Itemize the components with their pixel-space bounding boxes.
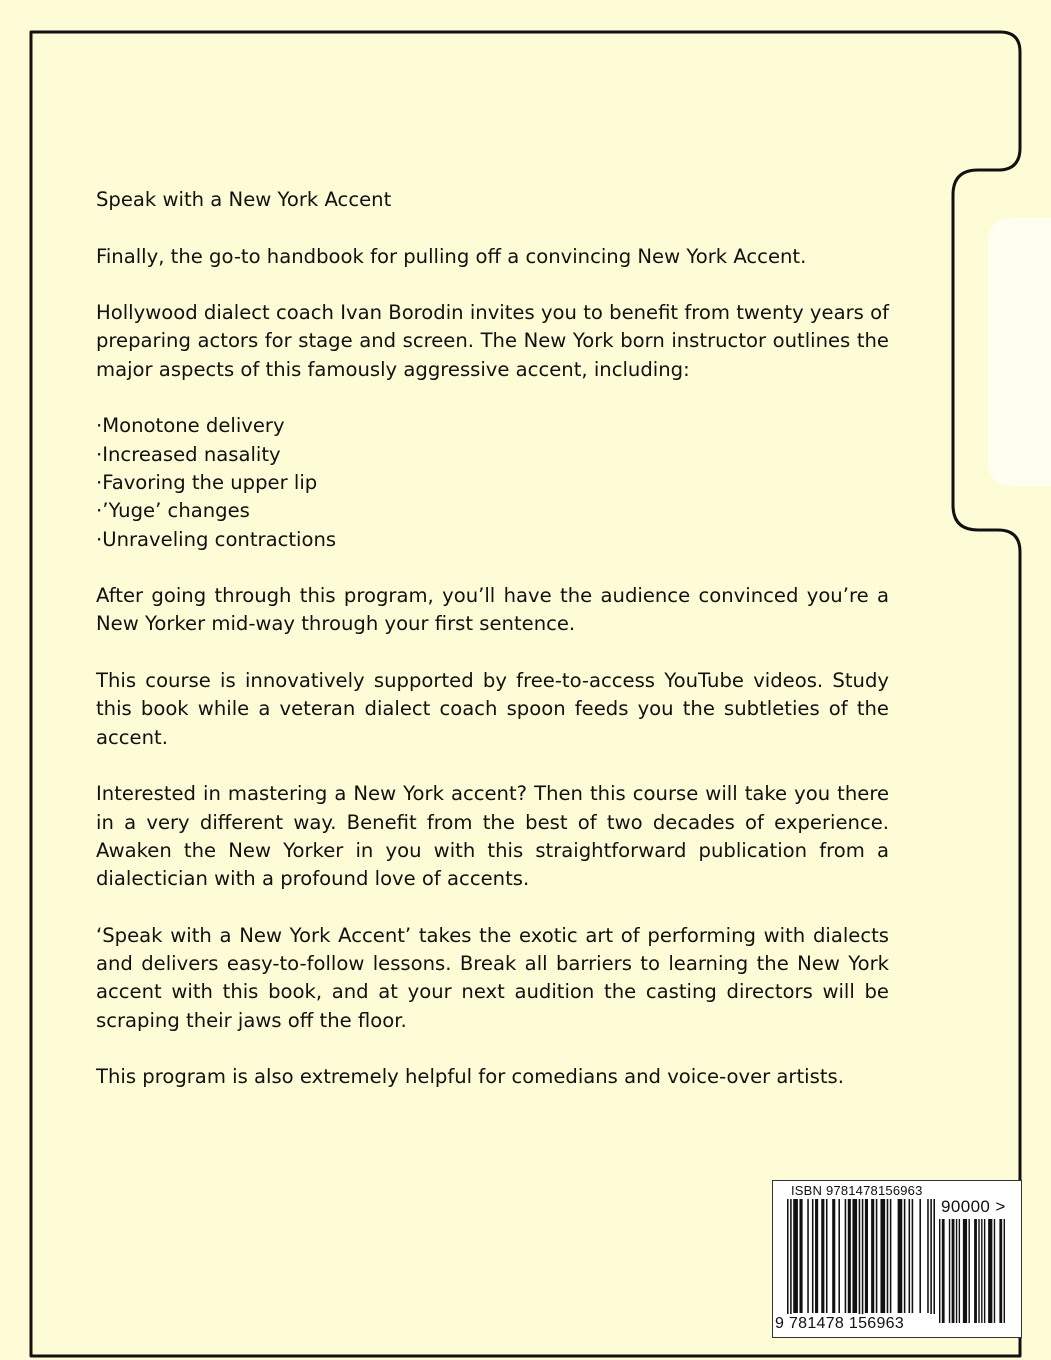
paragraph-comedians: This program is also extremely helpful for comedians and voice-over artists.	[96, 1065, 844, 1089]
barcode-bar	[826, 1199, 828, 1313]
barcode-bar	[871, 1199, 874, 1313]
isbn-barcode	[772, 1180, 1022, 1338]
barcode-bar	[959, 1219, 960, 1323]
barcode-bar	[1004, 1219, 1005, 1323]
barcode-bar	[927, 1199, 929, 1313]
barcode-bar	[949, 1219, 950, 1323]
barcode-bar	[974, 1219, 977, 1323]
barcode-bar	[799, 1199, 802, 1313]
feature-item: ·Increased nasality	[96, 442, 281, 466]
barcode-bar	[793, 1199, 798, 1313]
tagline: Finally, the go-to handbook for pulling off a convincing New York Accent.	[96, 244, 807, 268]
barcode-bar	[862, 1199, 864, 1323]
paragraph-outcome: After going through this program, you’ll have the audience convinced you’re a New Yorker mid-way through your first sentence.	[96, 584, 889, 636]
barcode-bar	[956, 1219, 957, 1323]
barcode-bar	[848, 1199, 851, 1313]
feature-item: ·Unraveling contractions	[96, 527, 337, 551]
book-title: Speak with a New York Accent	[96, 188, 392, 211]
barcode-bar	[942, 1219, 945, 1323]
barcode-bar	[859, 1199, 861, 1323]
barcode-bar	[912, 1199, 914, 1313]
barcode-bar	[807, 1199, 809, 1313]
barcode-bar	[968, 1219, 969, 1323]
barcode-bar	[887, 1199, 889, 1313]
barcode-bar	[815, 1199, 818, 1313]
barcode-bar	[845, 1199, 847, 1313]
barcode-bar	[978, 1219, 979, 1323]
barcode-bar	[787, 1199, 789, 1323]
barcode-bar	[898, 1199, 903, 1313]
feature-item: ·Favoring the upper lip	[96, 470, 318, 494]
price-addon: 90000 >	[941, 1197, 1006, 1216]
barcode-bar	[919, 1199, 921, 1313]
paragraph-mastering: Interested in mastering a New York accent? Then this course will take you there in a very different way. Benefit from the best of two decades of experience. Awaken the New Yorker in you with this straightforward publication from a dialectician with a profound love of accents.	[96, 782, 889, 891]
barcode-addon-bars	[939, 1219, 1011, 1323]
barcode-bar	[832, 1199, 835, 1313]
barcode-bar	[904, 1199, 906, 1313]
paragraph-lessons: ‘Speak with a New York Accent’ takes the exotic art of performing with dialects and delivers easy-to-follow lessons. Break all barriers to learning the New York accent with this book, and at your next audition the casting directors will be scraping their jaws off the floor.	[96, 923, 889, 1032]
barcode-bar	[999, 1219, 1002, 1323]
barcode-bar	[933, 1199, 935, 1323]
isbn-label: ISBN 9781478156963	[791, 1183, 923, 1198]
isbn-digits: 9 781478 156963	[775, 1314, 935, 1334]
barcode-bar	[988, 1219, 992, 1323]
barcode-bar	[790, 1199, 792, 1323]
barcode-bar	[880, 1199, 885, 1313]
barcode-bar	[984, 1219, 985, 1323]
description-text	[96, 186, 889, 1120]
paragraph-videos: This course is innovatively supported by free-to-access YouTube videos. Study this book while a veteran dialect coach spoon feeds you the subtleties of the accent.	[96, 669, 889, 749]
barcode-bar	[994, 1219, 995, 1323]
barcode-bar	[852, 1199, 857, 1313]
feature-item: ·’Yuge’ changes	[96, 499, 250, 523]
barcode-bar	[963, 1219, 967, 1323]
barcode-bar	[838, 1199, 840, 1313]
barcode-bar	[865, 1199, 868, 1313]
barcode-bar	[952, 1219, 955, 1323]
barcode-bar	[821, 1199, 824, 1313]
intro-paragraph: Hollywood dialect coach Ivan Borodin invites you to benefit from twenty years of preparing actors for stage and screen. The New York born instructor outlines the major aspects of this famously aggressive accent, including:	[96, 301, 889, 381]
barcode-bar	[930, 1199, 932, 1323]
barcode-bar	[876, 1199, 878, 1313]
barcode-bar	[812, 1199, 814, 1313]
barcode-bars	[787, 1199, 935, 1323]
feature-item: ·Monotone delivery	[96, 414, 285, 438]
barcode-bar	[939, 1219, 940, 1323]
barcode-bar	[890, 1199, 892, 1313]
barcode-bar	[909, 1199, 911, 1313]
barcode-bar	[981, 1219, 982, 1323]
feature-list	[96, 412, 889, 553]
